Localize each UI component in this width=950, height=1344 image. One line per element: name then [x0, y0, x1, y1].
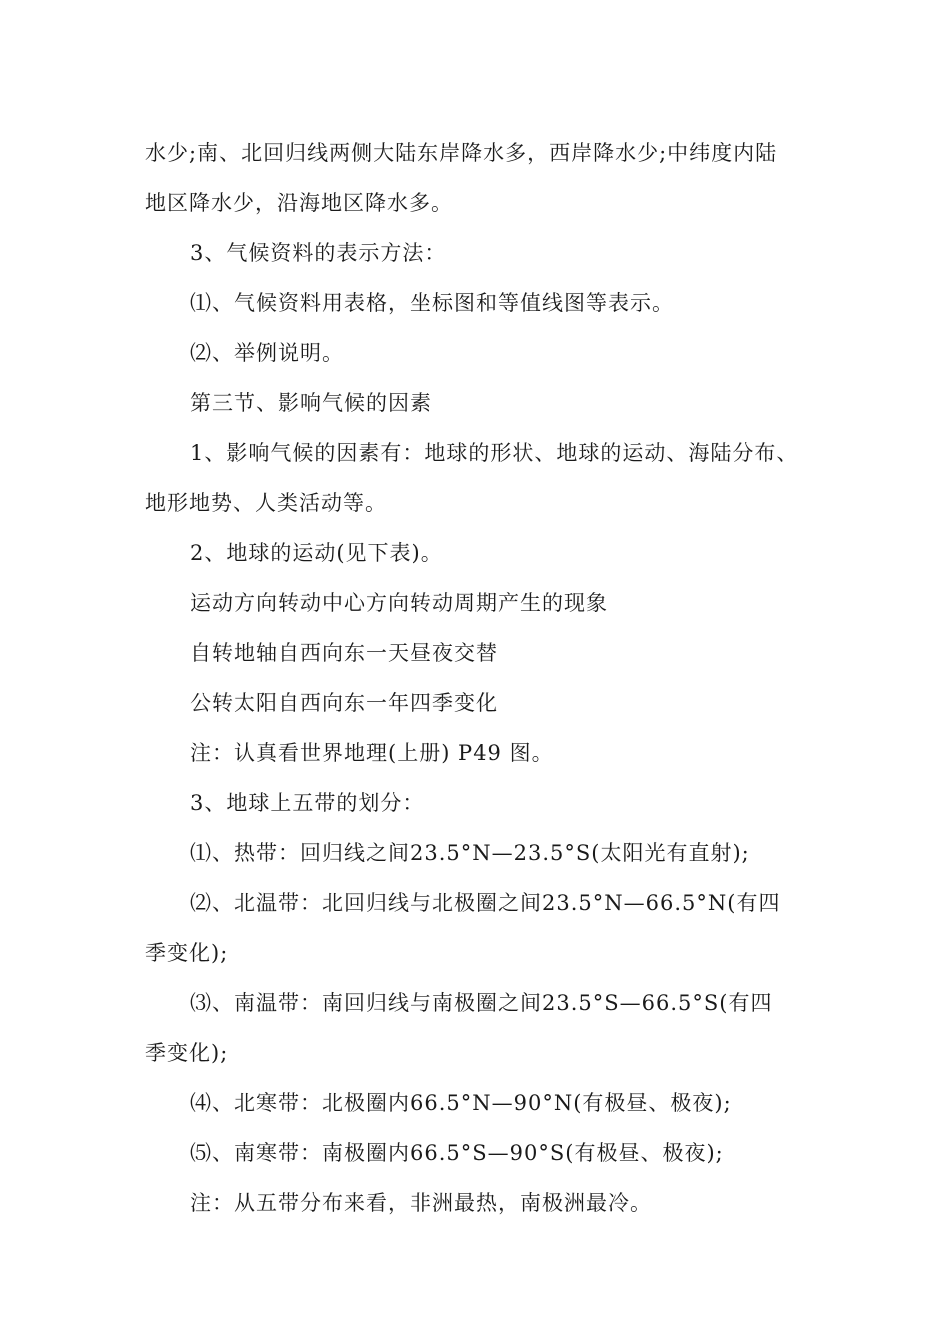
text-line-earth-motion-heading: 2、地球的运动(见下表)。 [190, 541, 443, 565]
text-line-north-temperate-continued: 季变化); [145, 941, 229, 965]
text-line-precipitation-end: 地区降水少，沿海地区降水多。 [145, 191, 453, 215]
text-line-note-zones: 注：从五带分布来看，非洲最热，南极洲最冷。 [190, 1191, 652, 1215]
text-line-five-zones-heading: 3、地球上五带的划分： [190, 791, 425, 815]
text-line-factors: 1、影响气候的因素有：地球的形状、地球的运动、海陆分布、 [190, 441, 799, 465]
table-row-revolution: 公转太阳自西向东一年四季变化 [190, 691, 498, 715]
section-heading: 第三节、影响气候的因素 [190, 391, 432, 415]
text-line-note-map: 注：认真看世界地理(上册) P49 图。 [190, 741, 554, 765]
text-line-climate-data-item-1: ⑴、气候资料用表格，坐标图和等值线图等表示。 [190, 291, 674, 315]
text-line-north-temperate-zone: ⑵、北温带：北回归线与北极圈之间23.5°N—66.5°N(有四 [190, 891, 781, 915]
table-row-rotation: 自转地轴自西向东一天昼夜交替 [190, 641, 498, 665]
table-header-row: 运动方向转动中心方向转动周期产生的现象 [190, 591, 608, 615]
text-line-tropical-zone: ⑴、热带：回归线之间23.5°N—23.5°S(太阳光有直射); [190, 841, 750, 865]
text-line-south-frigid-zone: ⑸、南寒带：南极圈内66.5°S—90°S(有极昼、极夜); [190, 1141, 724, 1165]
text-line-south-temperate-continued: 季变化); [145, 1041, 229, 1065]
text-line-factors-continued: 地形地势、人类活动等。 [145, 491, 387, 515]
text-line-precipitation-continued: 水少;南、北回归线两侧大陆东岸降水多，西岸降水少;中纬度内陆 [145, 141, 778, 165]
text-line-climate-data-item-2: ⑵、举例说明。 [190, 341, 344, 365]
text-line-climate-data-heading: 3、气候资料的表示方法： [190, 241, 447, 265]
text-line-north-frigid-zone: ⑷、北寒带：北极圈内66.5°N—90°N(有极昼、极夜); [190, 1091, 732, 1115]
text-line-south-temperate-zone: ⑶、南温带：南回归线与南极圈之间23.5°S—66.5°S(有四 [190, 991, 773, 1015]
